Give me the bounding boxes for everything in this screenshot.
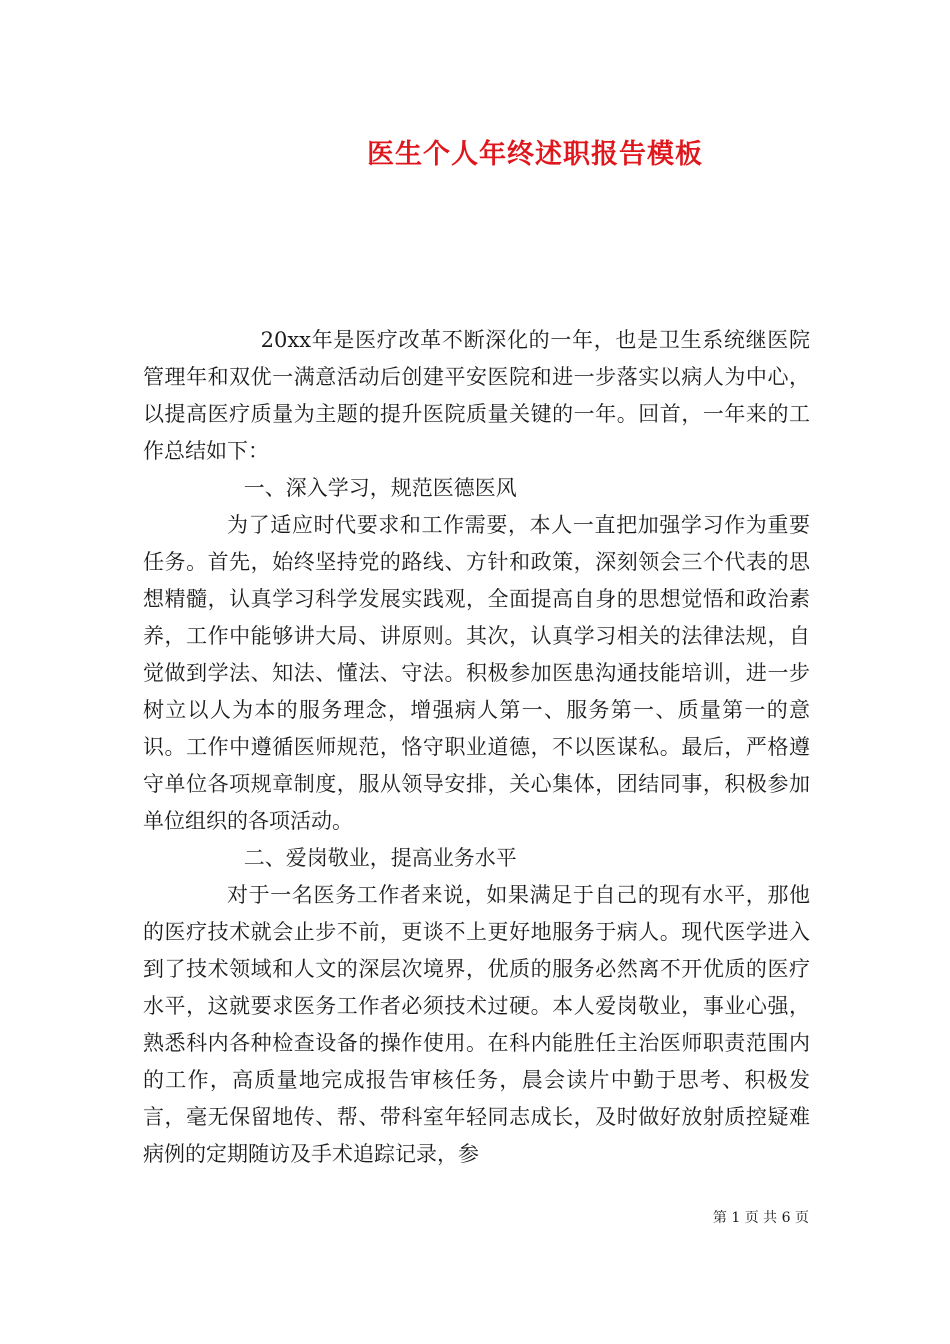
section-heading-1: 一、深入学习，规范医德医风 [243, 476, 517, 500]
page-number-footer: 第 1 页 共 6 页 [712, 1210, 809, 1226]
section-1-paragraph: 为了适应时代要求和工作需要，本人一直把加强学习作为重要任务。首先，始终坚持党的路线、方针和政策，深刻领会三个代表的思想精髓，认真学习科学发展实践观，全面提高自身的思想觉悟和政治素养，工作中能够讲大局、讲原则。其次，认真学习相关的法律法规，自觉做到学法、知法、懂法、守法。积极参加医患沟通技能培训，进一步树立以人为本的服务理念，增强病人第一、服务第一、质量第一的意识。工作中遵循医师规范，恪守职业道德，不以医谋私。最后，严格遵守单位各项规章制度，服从领导安排，关心集体，团结同事，积极参加单位组织的各项活动。 [143, 513, 810, 833]
section-2-paragraph: 对于一名医务工作者来说，如果满足于自己的现有水平，那他的医疗技术就会止步不前，更谈不上更好地服务于病人。现代医学进入到了技术领域和人文的深层次境界，优质的服务必然离不开优质的医疗水平，这就要求医务工作者必须技术过硬。本人爱岗敬业，事业心强，熟悉科内各种检查设备的操作使用。在科内能胜任主治医师职责范围内的工作，高质量地完成报告审核任务，晨会读片中勤于思考、积极发言，毫无保留地传、帮、带科室年轻同志成长，及时做好放射质控疑难病例的定期随访及手术追踪记录，参 [143, 883, 810, 1166]
document-title: 医生个人年终述职报告模板 [367, 139, 703, 170]
section-heading-2: 二、爱岗敬业，提高业务水平 [243, 846, 517, 870]
intro-paragraph: 20xx年是医疗改革不断深化的一年，也是卫生系统继医院管理年和双优一满意活动后创建平安医院和进一步落实以病人为中心，以提高医疗质量为主题的提升医院质量关键的一年。回首，一年来的工作总结如下： [143, 328, 810, 463]
document-body [143, 322, 810, 1173]
